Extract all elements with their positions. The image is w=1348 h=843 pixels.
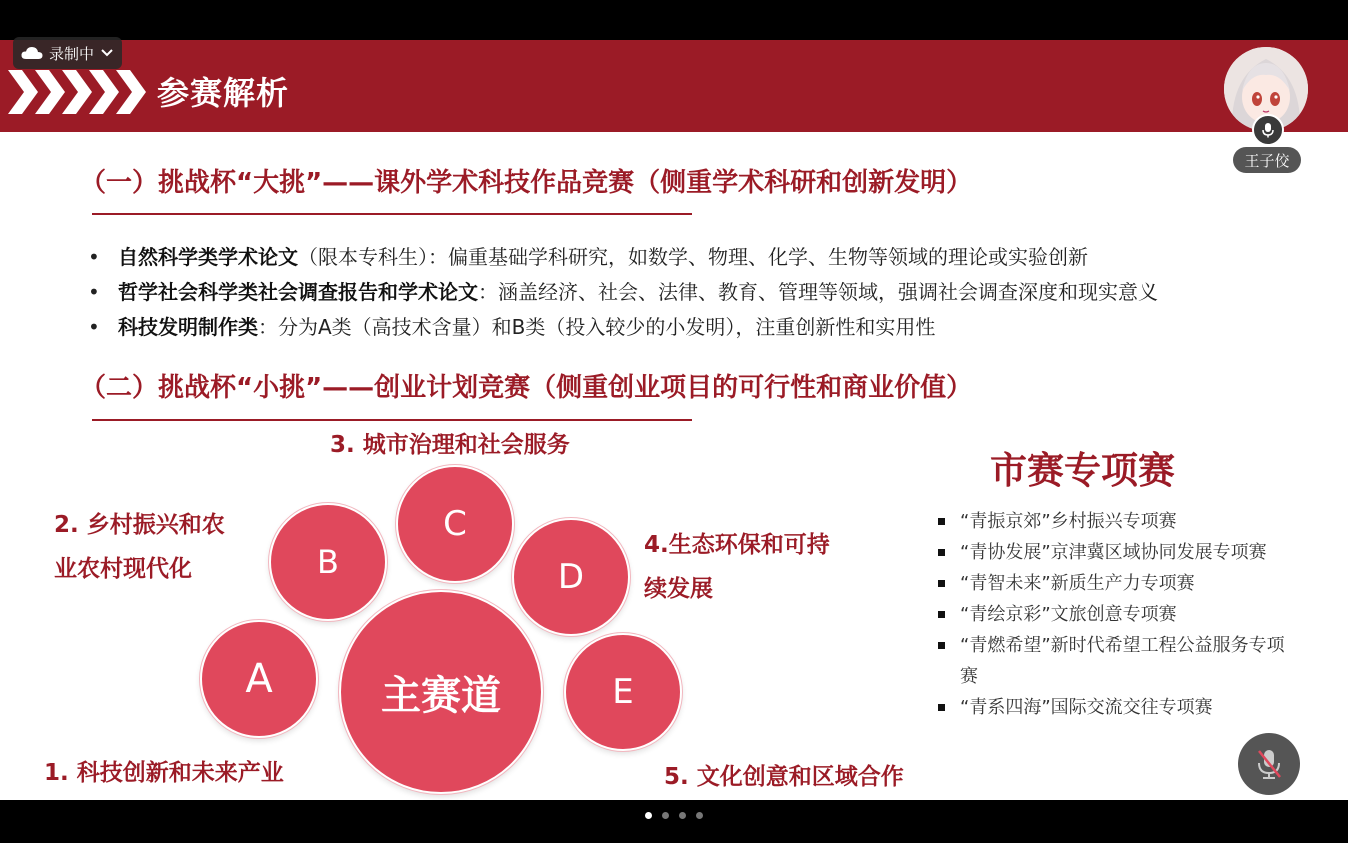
- square-bullet-icon: [938, 642, 945, 649]
- slide-title: 参赛解析: [157, 74, 290, 112]
- participant-name-tag: 王子佼: [1233, 147, 1301, 173]
- special-competitions-list: [936, 506, 1286, 723]
- special-item-text: “青系四海”国际交流交往专项赛: [960, 697, 1213, 718]
- bullet-text: ：分为A类（高技术含量）和B类（投入较少的小发明），注重创新性和实用性: [258, 315, 936, 339]
- bullet-item: [88, 240, 1318, 275]
- square-bullet-icon: [938, 580, 945, 587]
- bubble-d: D: [512, 518, 630, 636]
- special-item: [936, 599, 1286, 630]
- square-bullet-icon: [938, 704, 945, 711]
- special-item-text: “青燃希望”新时代希望工程公益服务专项赛: [960, 635, 1285, 687]
- page-dot-2[interactable]: [662, 812, 669, 819]
- track-label-4-line2: 续发展: [644, 576, 713, 602]
- top-black-bar: [0, 0, 1348, 40]
- track-label-1: 1. 科技创新和未来产业: [44, 760, 284, 786]
- bullet-text: ：涵盖经济、社会、法律、教育、管理等领域，强调社会调查深度和现实意义: [478, 280, 1158, 304]
- bullet-item: [88, 310, 1318, 345]
- mic-muted-icon: [1254, 747, 1284, 781]
- special-item: [936, 630, 1286, 692]
- page-indicator: [0, 812, 1348, 819]
- participant-mic-icon: [1252, 114, 1284, 146]
- square-bullet-icon: [938, 611, 945, 618]
- section-2-underline: [92, 419, 692, 421]
- square-bullet-icon: [938, 549, 945, 556]
- bubble-c: C: [396, 465, 514, 583]
- special-item: [936, 506, 1286, 537]
- track-label-5: 5. 文化创意和区域合作: [664, 764, 904, 790]
- bottom-black-bar: [0, 800, 1348, 843]
- mute-microphone-button[interactable]: [1238, 733, 1300, 795]
- presentation-slide: [0, 40, 1348, 800]
- section-1-heading: （一）挑战杯“大挑”——课外学术科技作品竞赛（侧重学术科研和创新发明）: [80, 168, 973, 198]
- cloud-icon: [21, 46, 43, 60]
- recording-status-badge[interactable]: [13, 37, 122, 69]
- special-item-text: “青绘京彩”文旅创意专项赛: [960, 604, 1177, 625]
- recording-label: 录制中: [49, 44, 95, 63]
- special-item: [936, 568, 1286, 599]
- special-item: [936, 692, 1286, 723]
- square-bullet-icon: [938, 518, 945, 525]
- bullet-dot-icon: •: [88, 245, 100, 269]
- special-item-text: “青振京郊”乡村振兴专项赛: [960, 511, 1177, 532]
- bubble-a: A: [200, 620, 318, 738]
- bullet-dot-icon: •: [88, 315, 100, 339]
- section-1-underline: [92, 213, 692, 215]
- special-competitions-title: 市赛专项赛: [990, 449, 1175, 492]
- section-1-bullet-list: [88, 240, 1318, 345]
- bullet-text: （限本专科生）：偏重基础学科研究，如数学、物理、化学、生物等领域的理论或实验创新: [298, 245, 1088, 269]
- bullet-dot-icon: •: [88, 280, 100, 304]
- special-item-text: “青智未来”新质生产力专项赛: [960, 573, 1195, 594]
- bubble-main-track: 主赛道: [339, 590, 543, 794]
- title-banner: [0, 40, 1348, 132]
- page-dot-3[interactable]: [679, 812, 686, 819]
- bullet-item: [88, 275, 1318, 310]
- page-dot-1[interactable]: [645, 812, 652, 819]
- bullet-bold-label: 自然科学类学术论文: [118, 245, 298, 269]
- bubble-e: E: [564, 633, 682, 751]
- special-item-text: “青协发展”京津冀区域协同发展专项赛: [960, 542, 1267, 563]
- page-dot-4[interactable]: [696, 812, 703, 819]
- chevron-arrows-icon: [8, 70, 148, 114]
- bubble-b: B: [269, 503, 387, 621]
- bullet-bold-label: 哲学社会科学类社会调查报告和学术论文: [118, 280, 478, 304]
- track-label-4-line1: 4.生态环保和可持: [644, 532, 830, 558]
- track-label-2-line2: 业农村现代化: [54, 556, 192, 582]
- track-label-2-line1: 2. 乡村振兴和农: [54, 512, 225, 538]
- special-item: [936, 537, 1286, 568]
- section-2-heading: （二）挑战杯“小挑”——创业计划竞赛（侧重创业项目的可行性和商业价值）: [80, 373, 973, 403]
- track-label-3: 3. 城市治理和社会服务: [330, 432, 570, 458]
- chevron-down-icon: [100, 48, 114, 58]
- bullet-bold-label: 科技发明制作类: [118, 315, 258, 339]
